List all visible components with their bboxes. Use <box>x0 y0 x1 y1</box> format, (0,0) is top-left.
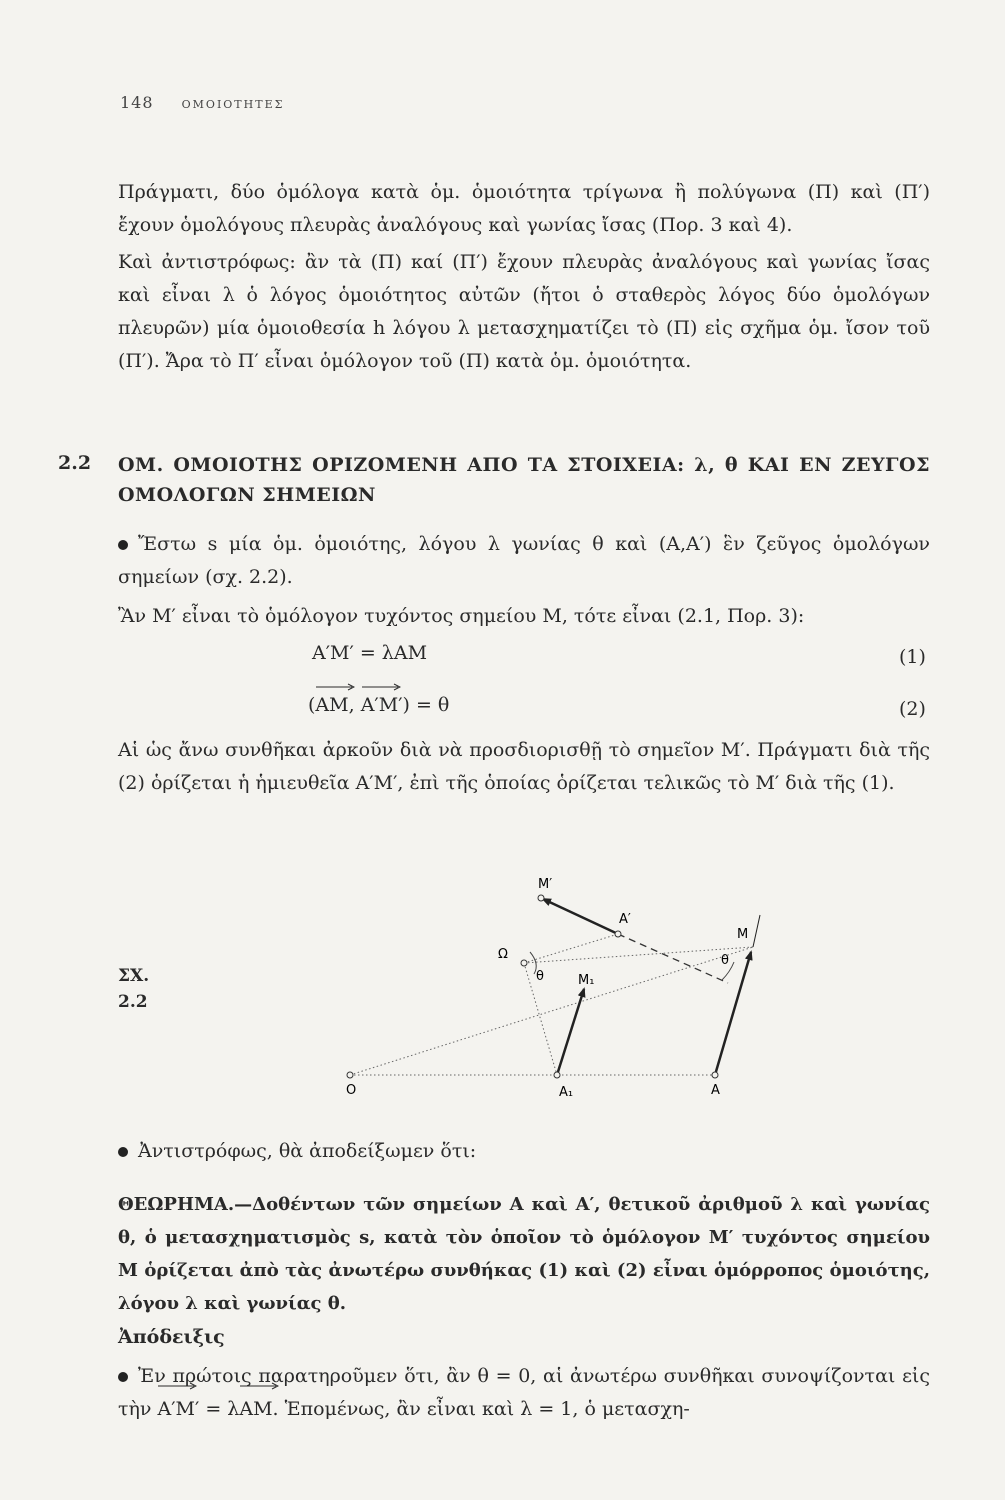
bullet-icon <box>118 1372 128 1382</box>
label-o: O <box>346 1083 357 1098</box>
vector-a1-m1 <box>557 989 584 1075</box>
proof-vector-1: Α′Μ′ <box>157 1398 200 1420</box>
eq2-sep: , <box>348 694 361 716</box>
label-a: A <box>711 1083 720 1098</box>
label-aprime: A′ <box>619 912 631 927</box>
point-a1 <box>554 1072 560 1078</box>
line-omega-m <box>524 947 753 963</box>
proof-vector-2: ΑΜ <box>239 1398 273 1420</box>
equation-1-number: (1) <box>899 646 926 668</box>
point-aprime <box>615 931 621 937</box>
paragraph-3-text: Ἔστω s μία ὁμ. ὁμοιότης, λόγου λ γωνίας θ καὶ (Α,Α′) ἓν ζεῦγος ὁμολόγων σημείων (σχ. 2.2). <box>118 533 930 588</box>
label-m1: M₁ <box>578 973 595 988</box>
figure-diagram <box>330 860 780 1110</box>
paragraph-5: Αἱ ὡς ἄνω συνθῆκαι ἀρκοῦν διὰ νὰ προσδιορισθῇ τὸ σημεῖον Μ′. Πράγματι διὰ τῆς (2) ὁρίζεται ἡ ἡμιευθεῖα Α′Μ′, ἐπὶ τῆς ὁποίας ὁρίζεται τελικῶς τὸ Μ′ διὰ τῆς (1). <box>118 739 930 794</box>
equation-1: Α′Μ′ = λΑΜ <box>312 642 428 664</box>
point-omega <box>521 960 527 966</box>
vector-arrow-icon <box>239 1381 279 1391</box>
label-m: M <box>737 927 749 942</box>
vector-arrow-icon <box>361 682 401 692</box>
proof-text-start: Ἐν πρώτοις παρατηροῦμεν ὅτι, ἂν θ = 0, αἱ ἀνωτέρω συνθῆκαι συνοψίζονται εἰς τὴν <box>118 1365 930 1420</box>
vector-aprime-mprime <box>543 899 618 934</box>
label-mprime: M′ <box>538 877 553 892</box>
proof-vector-aprime-mprime <box>157 1393 199 1426</box>
eq2-vector-2: Α′Μ′ <box>360 694 403 716</box>
vector-am <box>315 694 348 716</box>
vector-a-m <box>715 952 751 1075</box>
proof-text-end: . Ἑπομένως, ἂν εἶναι καὶ λ = 1, ὁ μετασχη- <box>272 1398 690 1420</box>
eq2-close: ) = θ <box>402 694 450 716</box>
label-a1: A₁ <box>559 1085 574 1100</box>
proof-title: Ἀπόδειξις <box>118 1326 225 1348</box>
theorem: ΘΕΩΡΗΜΑ.—Δοθέντων τῶν σημείων Α καὶ Α′, θετικοῦ ἀριθμοῦ λ καὶ γωνίας θ, ὁ μετασχηματισμὸς s, κατὰ τὸν ὁποῖον τὸ ὁμόλογον Μ′ τυχόντος σημείου Μ ὁρίζεται ἀπὸ τὰς ἀνωτέρω συνθήκας (1) καὶ (2) εἶναι ὁμόρροπος ὁμοιότης, λόγου λ καὶ γωνίας θ. <box>118 1194 930 1314</box>
line-aprime-dashed <box>618 934 728 983</box>
converse-line <box>118 1135 930 1168</box>
paragraph-4: Ἂν Μ′ εἶναι τὸ ὁμόλογον τυχόντος σημείου Μ, τότε εἶναι (2.1, Πορ. 3): <box>118 605 805 627</box>
page-number: 148 <box>120 93 154 112</box>
proof-paragraph <box>118 1360 930 1426</box>
bullet-icon <box>118 540 128 550</box>
point-a <box>712 1072 718 1078</box>
converse-text: Ἀντιστρόφως, θὰ ἀποδείξωμεν ὅτι: <box>138 1140 477 1162</box>
bullet-icon <box>118 1147 128 1157</box>
section-title: ΟΜ. ΟΜΟΙΟΤΗΣ ΟΡΙΖΟΜΕΝΗ ΑΠΟ ΤΑ ΣΤΟΙΧΕΙΑ: λ, θ ΚΑΙ ΕΝ ΖΕΥΓΟΣ ΟΜΟΛΟΓΩΝ ΣΗΜΕΙΩΝ <box>118 454 930 506</box>
label-omega: Ω <box>498 947 508 962</box>
vector-arrow-icon <box>315 682 355 692</box>
eq2-open: ( <box>308 694 316 716</box>
proof-text-mid: = λ <box>199 1398 240 1420</box>
label-theta-1: θ <box>536 969 544 984</box>
figure-caption <box>118 963 149 1015</box>
line-omega-aprime <box>524 934 618 963</box>
paragraph-1: Πράγματι, δύο ὁμόλογα κατὰ ὁμ. ὁμοιότητα τρίγωνα ἢ πολύγωνα (Π) καὶ (Π′) ἔχουν ὁμολόγους πλευρὰς ἀναλόγους καὶ γωνίας ἴσας (Πορ. 3 καὶ 4). <box>118 181 930 236</box>
line-m-tick <box>753 915 760 947</box>
page-header <box>120 93 284 112</box>
equation-2-number: (2) <box>899 698 926 720</box>
equation-2 <box>308 694 449 716</box>
vector-arrow-icon <box>157 1381 197 1391</box>
figure-caption-line-1: ΣΧ. <box>118 966 150 986</box>
label-theta-2: θ <box>721 953 729 968</box>
proof-vector-am <box>239 1393 272 1426</box>
paragraph-2: Καὶ ἀντιστρόφως: ἂν τὰ (Π) καί (Π′) ἔχουν πλευρὰς ἀναλόγους καὶ γωνίας ἴσας καὶ εἶναι λ ὁ λόγος ὁμοιότητος αὐτῶν (ἤτοι ὁ σταθερὸς λόγος δύο ὁμολόγων πλευρῶν) μία ὁμοιοθεσία h λόγου λ μετασχηματίζει τὸ (Π) εἰς σχῆμα ὁμ. ἴσον τοῦ (Π′). Ἄρα τὸ Π′ εἶναι ὁμόλογον τοῦ (Π) κατὰ ὁμ. ὁμοιότητα. <box>118 251 930 372</box>
section-number: 2.2 <box>58 452 92 474</box>
point-o <box>347 1072 353 1078</box>
running-title: ΟΜΟΙΟΤΗΤΕΣ <box>181 98 285 111</box>
eq2-vector-1: ΑΜ <box>315 694 349 716</box>
vector-aprime-mprime <box>361 694 403 716</box>
figure-caption-line-2: 2.2 <box>118 992 148 1012</box>
point-mprime <box>538 895 544 901</box>
paragraph-3 <box>118 528 930 594</box>
